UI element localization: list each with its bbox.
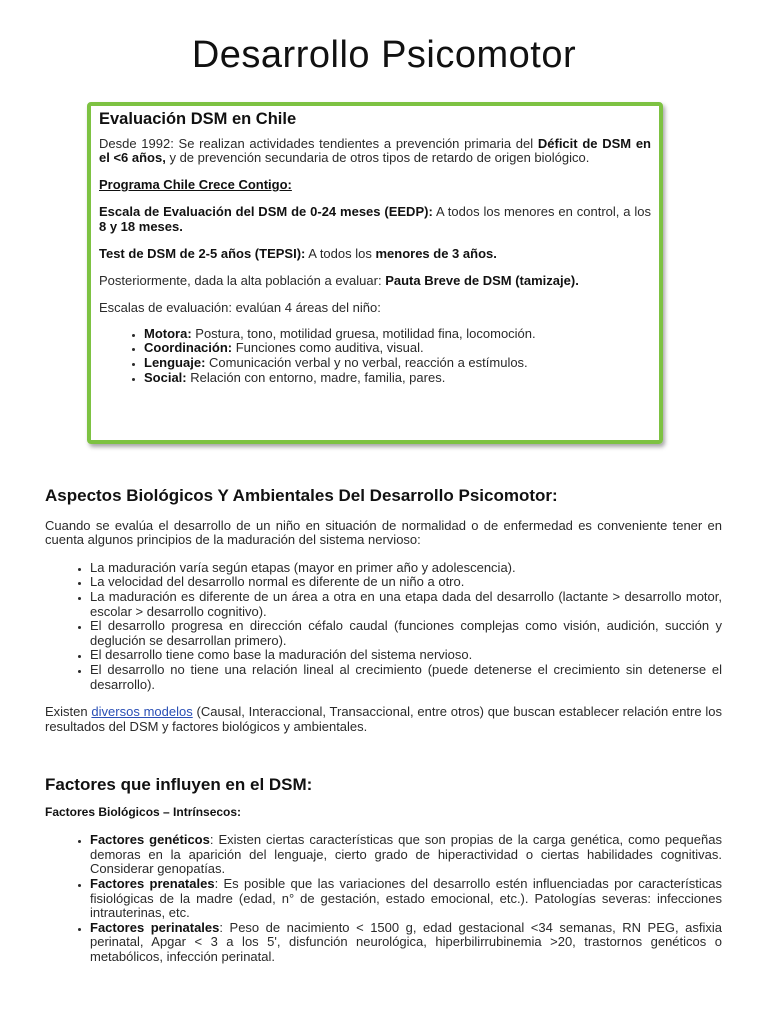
box-heading: Evaluación DSM en Chile — [99, 110, 297, 128]
list-item: • La maduración varía según etapas (mayor en primer año y adolescencia). — [90, 561, 722, 576]
areas-list — [99, 327, 651, 385]
box-p1-text: Desde 1992: Se realizan actividades tendientes a prevención primaria del — [99, 135, 538, 151]
aspectos-heading: Aspectos Biológicos Y Ambientales Del Desarrollo Psicomotor: — [45, 486, 558, 505]
box-paragraph-scales: Escalas de evaluación: evalúan 4 áreas del niño: — [99, 300, 381, 316]
tepsi-label: Test de DSM de 2-5 años (TEPSI): — [99, 246, 306, 262]
factor-desc: : Es posible que las variaciones del desarrollo estén influenciadas por características fisiológicas de la madre (edad, n° de gestación, estado emocional, etc.). Patologías severas: infecciones intrauterinas, etc. — [90, 875, 722, 921]
list-item — [90, 877, 722, 921]
tepsi-ages: menores de 3 años. — [375, 246, 497, 262]
box-paragraph-1 — [99, 137, 651, 166]
list-item: • La velocidad del desarrollo normal es diferente de un niño a otro. — [90, 575, 722, 590]
list-item — [144, 371, 651, 386]
box-paragraph-pauta — [99, 274, 651, 289]
diversos-modelos-link[interactable]: diversos modelos — [91, 704, 193, 720]
area-term: Coordinación: — [144, 340, 233, 356]
eedp-text: A todos los menores en control, a los — [432, 204, 651, 220]
closing-text-end: (Causal, Interaccional, Transaccional, entre otros) que buscan establecer relación entre los resultados del DSM y factores biológicos y ambientales. — [45, 704, 722, 734]
box-p1-bold: Déficit de DSM en el <6 años, — [99, 135, 651, 166]
factor-term: Factores genéticos — [90, 832, 210, 848]
factores-section — [45, 775, 722, 965]
pauta-text: Posteriormente, dada la alta población a evaluar: — [99, 273, 386, 289]
box-program — [99, 178, 651, 193]
box-paragraph-eedp — [99, 205, 651, 234]
eedp-ages: 8 y 18 meses. — [99, 218, 183, 234]
factores-subheading: Factores Biológicos – Intrínsecos: — [45, 804, 242, 819]
area-term: Social: — [144, 369, 187, 385]
pauta-label: Pauta Breve de DSM (tamizaje). — [385, 273, 579, 289]
page-title: Desarrollo Psicomotor — [191, 34, 577, 76]
list-item — [90, 833, 722, 877]
list-item: • El desarrollo no tiene una relación lineal al crecimiento (puede detenerse el crecimiento sin detenerse el desarrollo). — [90, 663, 722, 692]
list-item — [144, 341, 651, 356]
closing-text: Existen — [45, 704, 92, 720]
factores-heading: Factores que influyen en el DSM: — [45, 775, 313, 794]
eedp-label: Escala de Evaluación del DSM de 0-24 meses (EEDP): — [99, 204, 433, 220]
aspectos-closing — [45, 705, 722, 734]
area-term: Lenguaje: — [144, 355, 206, 371]
area-desc: Funciones como auditiva, visual. — [232, 340, 424, 356]
tepsi-text: A todos los — [305, 246, 376, 262]
factor-desc: : Peso de nacimiento < 1500 g, edad gestacional <34 semanas, RN PEG, asfixia perinatal, Apgar < 3 a los 5', disfunción neurológica, hiperbilirrubinemia >20, trastornos genéticos o metabólicos, infección perinatal. — [90, 919, 722, 964]
area-desc: Relación con entorno, madre, familia, pares. — [186, 369, 446, 385]
factor-term: Factores perinatales — [90, 919, 220, 935]
aspectos-intro: Cuando se evalúa el desarrollo de un niño en situación de normalidad o de enfermedad es conveniente tener en cuenta algunos principios de la maduración del sistema nervioso: — [45, 517, 722, 548]
list-item: • El desarrollo progresa en dirección céfalo caudal (funciones complejas como visión, audición, succión y deglución se desarrollan primero). — [90, 619, 722, 648]
list-item: • El desarrollo tiene como base la maduración del sistema nervioso. — [90, 648, 722, 663]
box-p1-text-end: y de prevención secundaria de otros tipos de retardo de origen biológico. — [165, 150, 590, 166]
list-item — [90, 921, 722, 965]
list-item — [144, 356, 651, 371]
box-paragraph-tepsi — [99, 247, 651, 262]
area-term: Motora: — [144, 325, 192, 341]
factor-term: Factores prenatales — [90, 875, 215, 891]
aspectos-list — [45, 561, 722, 692]
area-desc: Comunicación verbal y no verbal, reacción a estímulos. — [205, 355, 528, 371]
list-item: • La maduración es diferente de un área a otra en una etapa dada del desarrollo (lactante > desarrollo motor, escolar > desarrollo cognitivo). — [90, 590, 722, 619]
factores-list — [45, 833, 722, 964]
dsm-chile-box — [87, 102, 663, 444]
list-item — [144, 327, 651, 342]
area-desc: Postura, tono, motilidad gruesa, motilidad fina, locomoción. — [191, 325, 536, 341]
factor-desc: : Existen ciertas características que son propias de la carga genética, como pequeñas demoras en la aparición del lenguaje, cierto grado de hiperactividad o ciertas habilidades cognitivas. Considerar genopatías. — [90, 832, 722, 877]
aspectos-section — [45, 486, 722, 734]
program-title: Programa Chile Crece Contigo: — [99, 177, 292, 193]
